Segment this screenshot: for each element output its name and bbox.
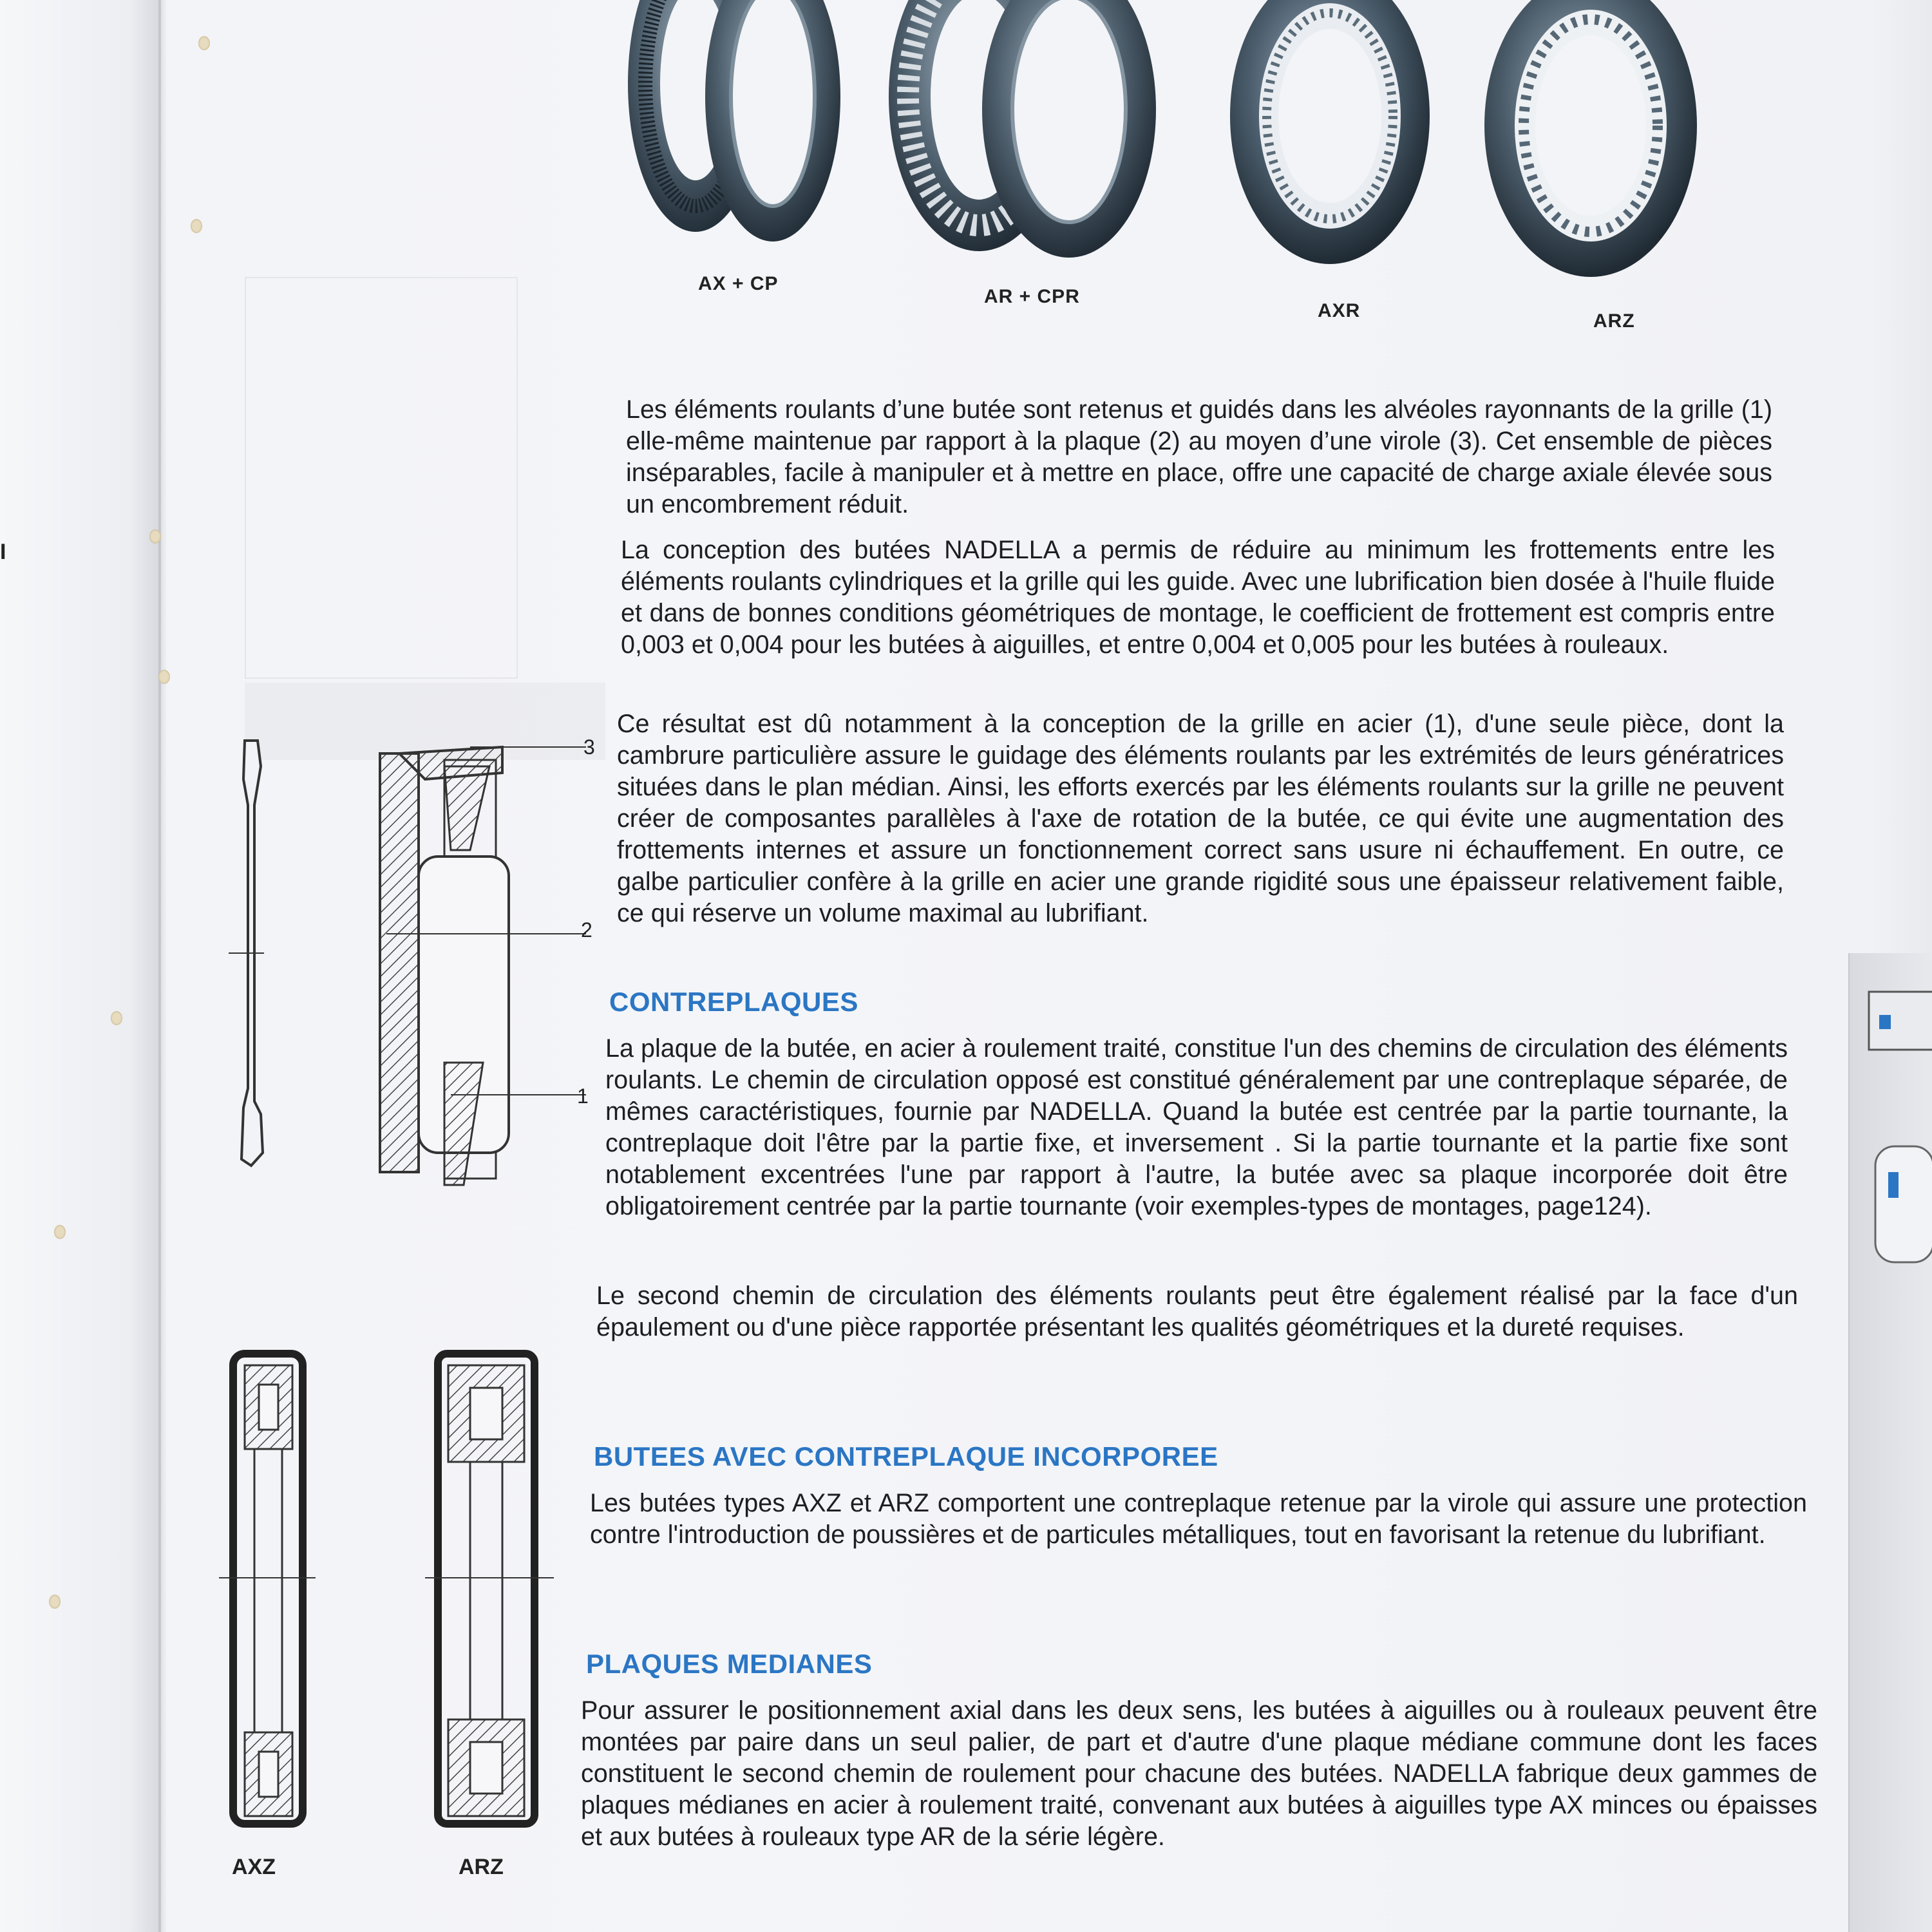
caption-axr: AXR [1318,300,1361,321]
intro-paragraph-2: La conception des butées NADELLA a permis de réduire au minimum les frottements entre les éléments roulants cylindriques et la grille qui les guide. Avec une lubrification bien dosée à l'huile fluide et dans de bonnes conditions géométriques de montage, le coefficient de frottement est compris entre 0,003 et 0,004 pour les butées à aiguilles, et entre 0,004 et 0,005 pour les butées à rouleaux. [621,536,1775,659]
binding-hole [49,1595,61,1609]
cross-section-thin [225,741,277,1172]
callout-2: 2 [581,918,592,942]
caption-ar-cpr: AR + CPR [984,286,1080,307]
next-page-drawing [1850,953,1932,1340]
caption-ax-cp: AX + CP [698,273,779,294]
photo-ar-cpr [882,0,1166,258]
section-drawing-axz [219,1346,322,1835]
contreplaques-paragraph-2: Le second chemin de circulation des éléments roulants peut être également réalisé par la face d'un épaulement ou d'une pièce rapportée présentant les qualités géométriques et la dureté requises. [596,1282,1798,1341]
binding-hole [191,219,202,233]
contreplaques-paragraph-1: La plaque de la butée, en acier à roulement traité, constitue l'un des chemins de circulation des éléments roulants. Le chemin de circulation opposé est constitué généralement par une contreplaque séparée, de mêmes caractéristiques, fournie par NADELLA. Quand la butée est centrée par la partie tournante, la contreplaque doit l'être par la partie fixe, et inversement . Si la partie tournante et la partie fixe sont notablement excentrées l'une par rapport à l'autre, la butée avec sa plaque incorporée doit être obligatoirement centrée par la partie tournante (voir exemples-types de montages, page124). [605,1034,1788,1220]
heading-butees-contreplaque: BUTEES AVEC CONTREPLAQUE INCORPOREE [594,1441,1218,1472]
photo-arz [1481,0,1707,283]
heading-plaques-medianes: PLAQUES MEDIANES [586,1649,873,1679]
binding-hole [54,1225,66,1239]
binding-hole [111,1011,122,1025]
plaques-paragraph-1: Pour assurer le positionnement axial dans les deux sens, les butées à aiguilles ou à rouleaux peuvent être montées par paire dans un seul palier, de part et d'autre d'une plaque médiane commune dont les faces constituent le second chemin de roulement pour chacune des butées. NADELLA fabrique deux gammes de plaques médianes en acier à roulement traité, convenant aux butées à aiguilles type AX minces ou épaisses et aux butées à rouleaux type AR de la série légère. [581,1696,1817,1851]
callout-1: 1 [577,1084,589,1108]
section-drawing-arz [425,1346,554,1835]
previous-page-edge [0,0,161,1932]
photo-axr [1224,0,1436,270]
caption-arz: ARZ [1593,310,1635,332]
caption-axz: AXZ [232,1855,276,1879]
show-through-table [245,277,518,679]
binding-hole [149,529,161,544]
butees-paragraph-1: Les butées types AXZ et ARZ comportent une contreplaque retenue par la virole qui assure une protection contre l'introduction de poussières et de particules métalliques, tout en favorisant la retenue du lubrifiant. [590,1489,1807,1549]
page-gutter [158,0,167,1932]
intro-paragraph-3: Ce résultat est dû notamment à la conception de la grille en acier (1), d'une seule pièce, dont la cambrure particulière assure le guidage des éléments roulants par les extrémités de leurs génératrices situées dans le plan médian. Ainsi, les efforts exercés par les éléments roulants sur la grille ne peuvent créer de composantes parallèles à l'axe de rotation de la butée, ce qui évite une augmentation des frottements internes et assure un fonctionnement correct sans usure ni échauffement. En outre, ce galbe particulier confère à la grille en acier une grande rigidité sous une épaisseur relativement faible, ce qui réserve un volume maximal au lubrifiant. [617,710,1784,927]
intro-paragraph-1: Les éléments roulants d’une butée sont retenus et guidés dans les alvéoles rayonnants de la grille (1) elle-même maintenue par rapport à la plaque (2) au moyen d’une virole (3). Cet ensemble de pièces inséparables, facile à manipuler et à mettre en place, offre une capacité de charge axiale élevée sous un encombrement réduit. [626,395,1772,518]
cross-section-detail [374,741,605,1185]
edge-text-fragment: I [0,540,6,564]
binding-hole [158,670,170,684]
heading-contreplaques: CONTREPLAQUES [609,987,858,1017]
callout-3: 3 [583,735,595,759]
binding-hole [198,36,210,50]
photo-ax-cp [618,0,850,245]
caption-arz-drawing: ARZ [459,1855,504,1879]
next-page-tab [1848,953,1932,1932]
